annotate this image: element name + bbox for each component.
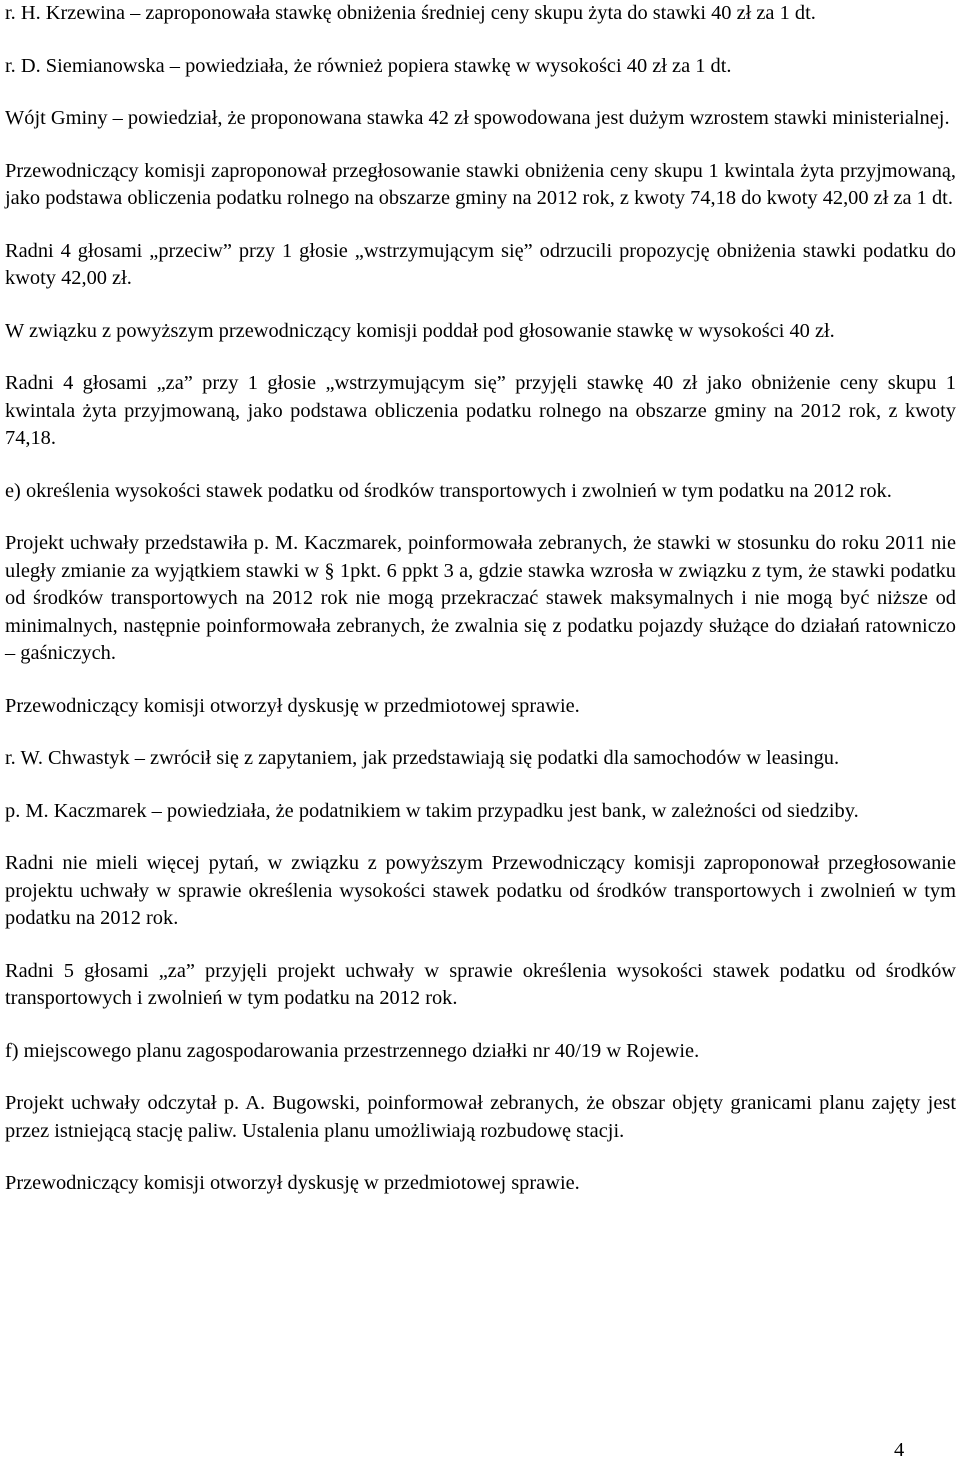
- paragraph-proposal-vote: Przewodniczący komisji zaproponował przegłosowanie stawki obniżenia ceny skupu 1 kwintala żyta przyjmowaną, jako podstawa obliczenia podatku rolnego na obszarze gminy na 2012 rok, z kwoty 74,18 do kwoty 42,00 zł za 1 dt.: [5, 159, 956, 209]
- paragraph-kaczmarek-presentation: Projekt uchwały przedstawiła p. M. Kaczmarek, poinformowała zebranych, że stawki w stosunku do roku 2011 nie uległy zmianie za wyjątkiem stawki w § 1pkt. 6 ppkt 3 a, gdzie stawka wzrosła w związku z tym, że stawki podatku od środków transportowych na 2012 rok nie mogą przekraczać stawek maksymalnych i nie mogą być niższe od minimalnych, następnie poinformowała zebranych, że zwalnia się z podatku pojazdy służące do działań ratowniczo – gaśniczych.: [5, 532, 956, 664]
- paragraph-discussion-opened-2: Przewodniczący komisji otworzył dyskusję w przedmiotowej sprawie.: [5, 1172, 580, 1194]
- paragraph-new-vote: W związku z powyższym przewodniczący komisji poddał pod głosowanie stawkę w wysokości 40 zł.: [5, 319, 835, 342]
- section-heading-e: e) określenia wysokości stawek podatku od środków transportowych i zwolnień w tym podatku na 2012 rok.: [5, 479, 892, 502]
- paragraph-vote-accepted: Radni 4 głosami „za” przy 1 głosie „wstrzymującym się” przyjęli stawkę 40 zł jako obniżenie ceny skupu 1 kwintala żyta przyjmowaną, jako podstawa obliczenia podatku rolnego na obszarze gminy na 2012 rok, z kwoty 74,18.: [5, 372, 956, 449]
- page-number: 4: [894, 1439, 905, 1461]
- section-heading-f: f) miejscowego planu zagospodarowania przestrzennego działki nr 40/19 w Rojewie.: [5, 1039, 700, 1062]
- paragraph-discussion-opened: Przewodniczący komisji otworzył dyskusję w przedmiotowej sprawie.: [5, 694, 580, 717]
- paragraph-no-more-questions: Radni nie mieli więcej pytań, w związku z powyższym Przewodniczący komisji zaproponował przegłosowanie projektu uchwały w sprawie określenia wysokości stawek podatku od środków transportowych i zwolnień w tym podatku na 2012 rok.: [5, 852, 956, 929]
- paragraph-vote-rejected: Radni 4 głosami „przeciw” przy 1 głosie „wstrzymującym się” odrzucili propozycję obniżenia stawki podatku do kwoty 42,00 zł.: [5, 239, 956, 289]
- paragraph-resolution-accepted: Radni 5 głosami „za” przyjęli projekt uchwały w sprawie określenia wysokości stawek podatku od środków transportowych i zwolnień w tym podatku na 2012 rok.: [5, 959, 956, 1009]
- paragraph-bugowski-presentation: Projekt uchwały odczytał p. A. Bugowski, poinformował zebranych, że obszar objęty granicami planu zajęty jest przez istniejącą stację paliw. Ustalenia planu umożliwiają rozbudowę stacji.: [5, 1092, 956, 1142]
- paragraph-kaczmarek-answer: p. M. Kaczmarek – powiedziała, że podatnikiem w takim przypadku jest bank, w zależności od siedziby.: [5, 799, 859, 822]
- paragraph-wojt: Wójt Gminy – powiedział, że proponowana stawka 42 zł spowodowana jest dużym wzrostem stawki ministerialnej.: [5, 107, 950, 129]
- paragraph-siemianowska: r. D. Siemianowska – powiedziała, że również popiera stawkę w wysokości 40 zł za 1 dt.: [5, 54, 732, 77]
- paragraph-krzewina: r. H. Krzewina – zaproponowała stawkę obniżenia średniej ceny skupu żyta do stawki 40 zł za 1 dt.: [5, 2, 816, 24]
- document-page: [5, 0, 956, 1223]
- paragraph-chwastyk-question: r. W. Chwastyk – zwrócił się z zapytaniem, jak przedstawiają się podatki dla samochodów w leasingu.: [5, 747, 840, 769]
